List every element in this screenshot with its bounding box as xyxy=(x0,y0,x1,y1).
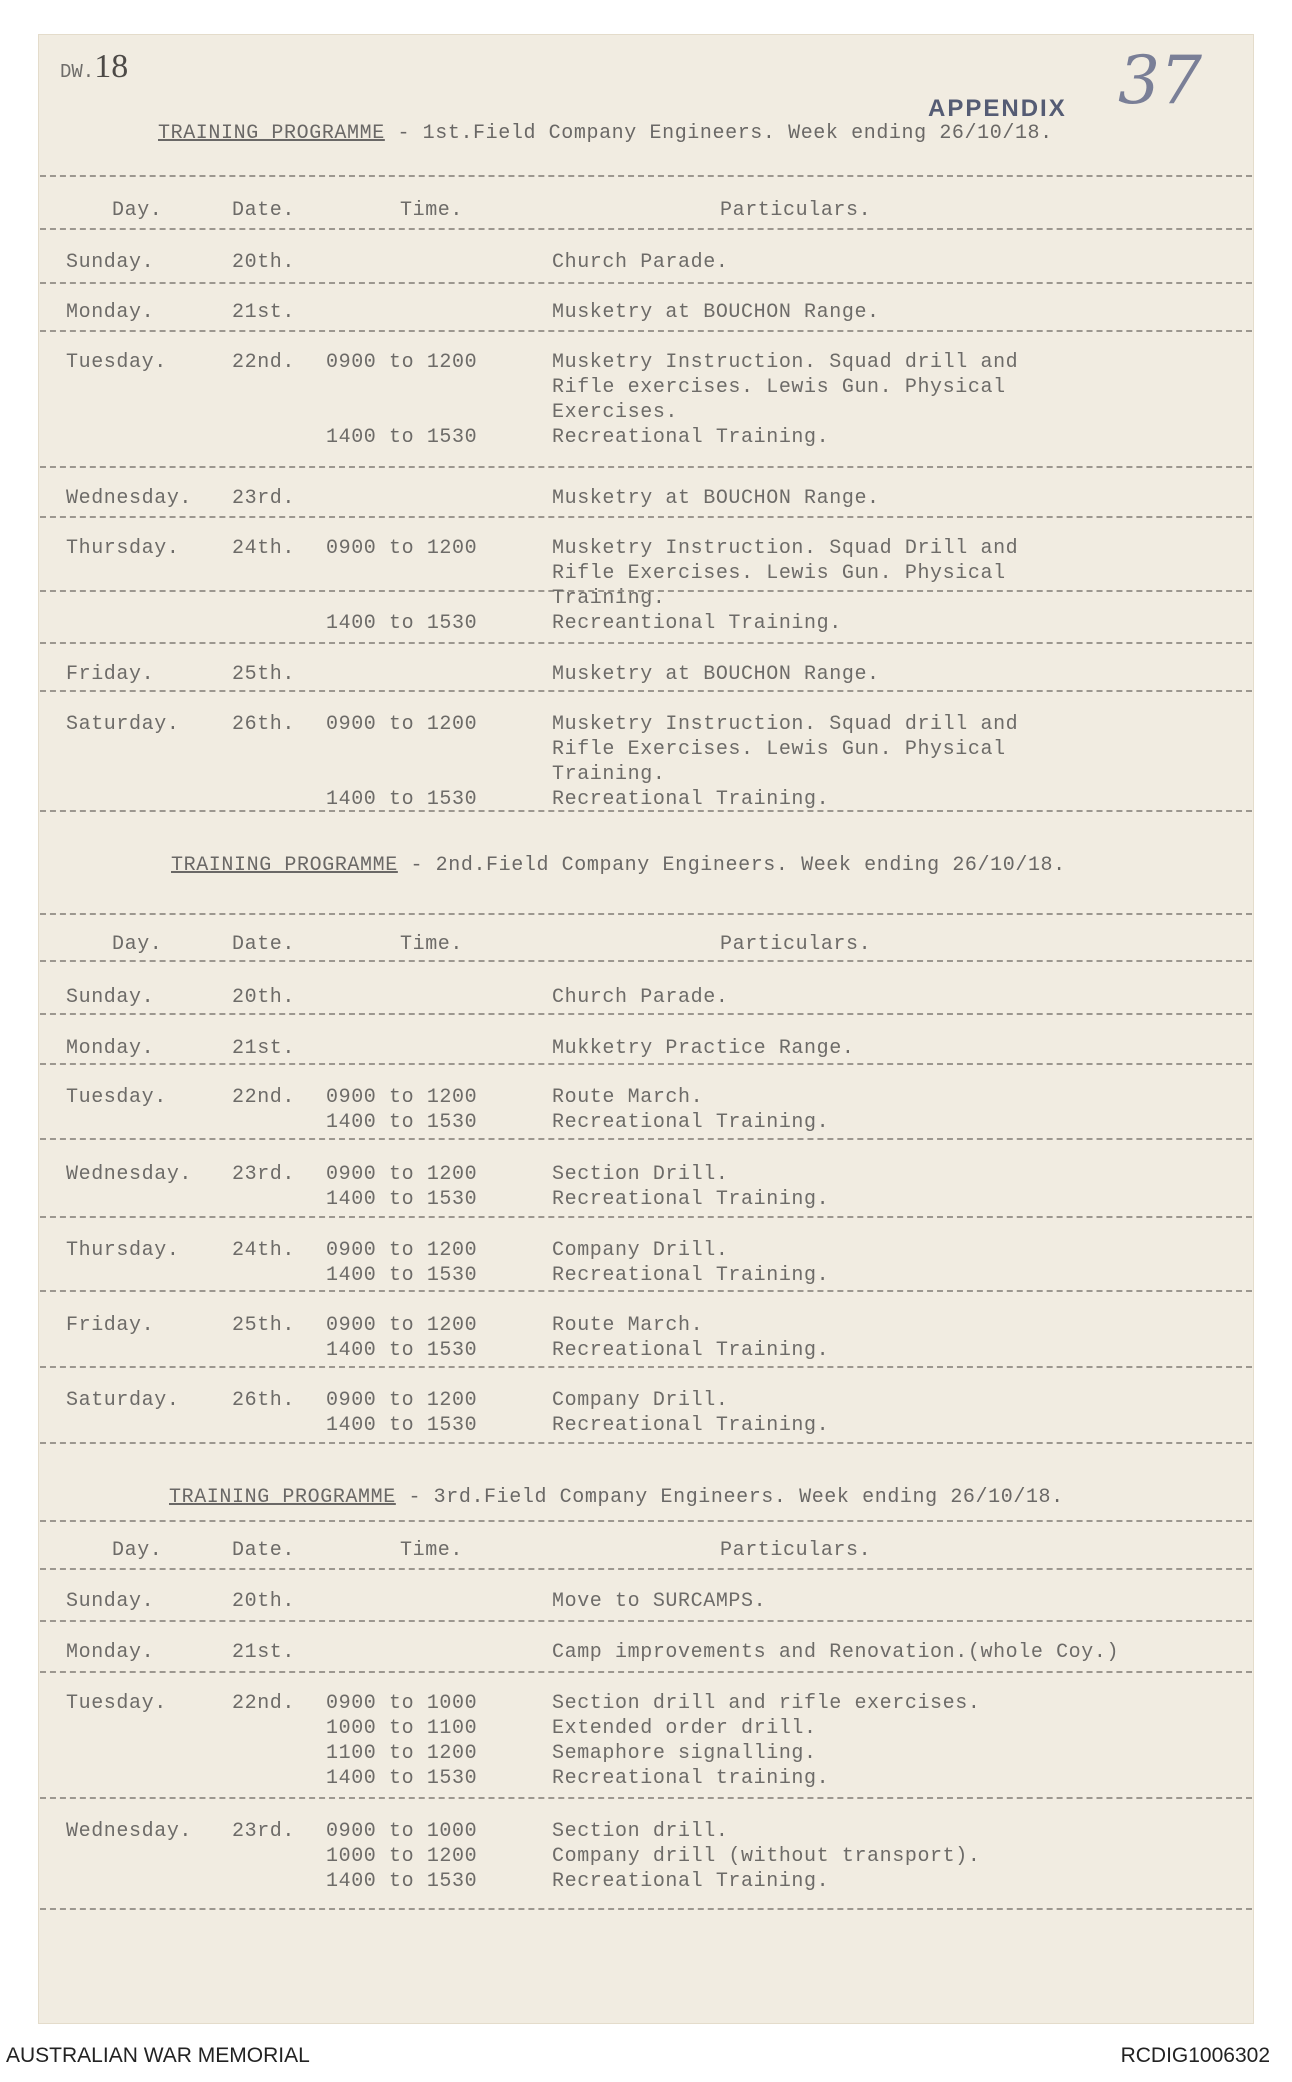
file-ref-number: 18 xyxy=(94,48,129,85)
dashed-rule xyxy=(40,228,1252,230)
row-date: 20th. xyxy=(232,1590,296,1613)
row-time: 0900 to 1200 xyxy=(326,1389,478,1412)
row-time: 0900 to 1200 xyxy=(326,351,478,374)
table-title-unit: - 1st.Field Company Engineers. Week ending 26/10/18. xyxy=(384,122,1053,145)
row-time: 0900 to 1000 xyxy=(326,1692,478,1715)
row-time: 1400 to 1530 xyxy=(326,1767,478,1790)
header-time: Time. xyxy=(400,933,464,956)
row-time: 0900 to 1200 xyxy=(326,713,478,736)
row-date: 20th. xyxy=(232,986,296,1009)
dashed-rule xyxy=(40,516,1252,518)
row-day: Wednesday. xyxy=(66,1163,193,1186)
row-particulars: Move to SURCAMPS. xyxy=(552,1590,767,1613)
row-time: 1400 to 1530 xyxy=(326,1111,478,1134)
row-particulars: Rifle Exercises. Lewis Gun. Physical xyxy=(552,562,1006,585)
row-particulars: Recreational Training. xyxy=(552,1188,830,1211)
row-particulars: Musketry Instruction. Squad Drill and xyxy=(552,537,1019,560)
table-title-unit: - 2nd.Field Company Engineers. Week ending 26/10/18. xyxy=(397,854,1066,877)
row-particulars: Semaphore signalling. xyxy=(552,1742,817,1765)
row-time: 1400 to 1530 xyxy=(326,1870,478,1893)
row-date: 23rd. xyxy=(232,487,296,510)
row-day: Monday. xyxy=(66,1037,155,1060)
dashed-rule xyxy=(40,1063,1252,1065)
row-date: 26th. xyxy=(232,1389,296,1412)
table-title-unit: - 3rd.Field Company Engineers. Week ending 26/10/18. xyxy=(395,1486,1064,1509)
row-particulars: Route March. xyxy=(552,1086,704,1109)
row-date: 22nd. xyxy=(232,1692,296,1715)
row-date: 23rd. xyxy=(232,1163,296,1186)
row-particulars: Musketry at BOUCHON Range. xyxy=(552,487,880,510)
row-time: 1400 to 1530 xyxy=(326,1188,478,1211)
row-date: 22nd. xyxy=(232,1086,296,1109)
row-particulars: Section drill and rifle exercises. xyxy=(552,1692,981,1715)
dashed-rule xyxy=(40,1216,1252,1218)
dashed-rule xyxy=(40,1568,1252,1570)
table-title-programme: TRAINING PROGRAMME xyxy=(171,854,398,877)
row-day: Sunday. xyxy=(66,986,155,1009)
row-particulars: Company Drill. xyxy=(552,1239,729,1262)
row-day: Thursday. xyxy=(66,1239,180,1262)
header-date: Date. xyxy=(232,933,296,956)
footer-item-id: RCDIG1006302 xyxy=(1120,2044,1270,2067)
file-ref-prefix: DW. xyxy=(60,61,95,83)
row-date: 25th. xyxy=(232,1314,296,1337)
row-particulars: Recreational training. xyxy=(552,1767,830,1790)
dashed-rule xyxy=(40,466,1252,468)
row-time: 1400 to 1530 xyxy=(326,788,478,811)
row-date: 24th. xyxy=(232,537,296,560)
dashed-rule xyxy=(40,690,1252,692)
dashed-rule xyxy=(40,175,1252,177)
header-day: Day. xyxy=(112,933,163,956)
row-time: 0900 to 1200 xyxy=(326,1086,478,1109)
row-day: Friday. xyxy=(66,663,155,686)
row-particulars: Recreational Training. xyxy=(552,1111,830,1134)
row-date: 21st. xyxy=(232,1037,296,1060)
table-title-programme: TRAINING PROGRAMME xyxy=(158,122,385,145)
row-particulars: Section Drill. xyxy=(552,1163,729,1186)
dashed-rule xyxy=(40,1620,1252,1622)
row-particulars: Musketry Instruction. Squad drill and xyxy=(552,351,1019,374)
header-particulars: Particulars. xyxy=(720,199,872,222)
dashed-rule xyxy=(40,1290,1252,1292)
row-time: 1400 to 1530 xyxy=(326,1414,478,1437)
row-day: Friday. xyxy=(66,1314,155,1337)
row-day: Monday. xyxy=(66,301,155,324)
row-day: Wednesday. xyxy=(66,487,193,510)
header-day: Day. xyxy=(112,199,163,222)
row-date: 26th. xyxy=(232,713,296,736)
row-particulars: Rifle exercises. Lewis Gun. Physical xyxy=(552,376,1006,399)
dashed-rule xyxy=(40,1138,1252,1140)
dashed-rule xyxy=(40,642,1252,644)
row-time: 0900 to 1200 xyxy=(326,1314,478,1337)
table-title xyxy=(171,854,1066,877)
row-day: Sunday. xyxy=(66,251,155,274)
row-particulars: Company drill (without transport). xyxy=(552,1845,981,1868)
row-day: Sunday. xyxy=(66,1590,155,1613)
dashed-rule xyxy=(40,1366,1252,1368)
row-particulars: Training. xyxy=(552,587,666,610)
dashed-rule xyxy=(40,330,1252,332)
dashed-rule xyxy=(40,282,1252,284)
header-time: Time. xyxy=(400,199,464,222)
handwritten-appendix-number: 37 xyxy=(1118,42,1202,119)
dashed-rule xyxy=(40,1908,1252,1910)
row-day: Saturday. xyxy=(66,1389,180,1412)
row-day: Tuesday. xyxy=(66,351,167,374)
row-day: Tuesday. xyxy=(66,1692,167,1715)
row-date: 25th. xyxy=(232,663,296,686)
row-time: 0900 to 1200 xyxy=(326,1163,478,1186)
row-day: Monday. xyxy=(66,1641,155,1664)
header-date: Date. xyxy=(232,1539,296,1562)
row-particulars: Recreantional Training. xyxy=(552,612,842,635)
header-particulars: Particulars. xyxy=(720,933,872,956)
row-time: 0900 to 1200 xyxy=(326,1239,478,1262)
dashed-rule xyxy=(40,1797,1252,1799)
row-time: 1000 to 1200 xyxy=(326,1845,478,1868)
row-particulars: Musketry at BOUCHON Range. xyxy=(552,663,880,686)
dashed-rule xyxy=(40,913,1252,915)
row-date: 24th. xyxy=(232,1239,296,1262)
dashed-rule xyxy=(40,1671,1252,1673)
footer-institution: AUSTRALIAN WAR MEMORIAL xyxy=(6,2044,310,2067)
row-particulars: Route March. xyxy=(552,1314,704,1337)
row-particulars: Exercises. xyxy=(552,401,679,424)
row-particulars: Church Parade. xyxy=(552,986,729,1009)
row-particulars: Recreational Training. xyxy=(552,1870,830,1893)
row-particulars: Church Parade. xyxy=(552,251,729,274)
row-time: 0900 to 1200 xyxy=(326,537,478,560)
header-day: Day. xyxy=(112,1539,163,1562)
file-reference xyxy=(60,48,128,86)
row-particulars: Rifle Exercises. Lewis Gun. Physical xyxy=(552,738,1006,761)
dashed-rule xyxy=(40,1013,1252,1015)
row-particulars: Training. xyxy=(552,763,666,786)
row-particulars: Recreational Training. xyxy=(552,1414,830,1437)
row-time: 1400 to 1530 xyxy=(326,1339,478,1362)
header-time: Time. xyxy=(400,1539,464,1562)
dashed-rule xyxy=(40,960,1252,962)
row-particulars: Camp improvements and Renovation.(whole Coy.) xyxy=(552,1641,1120,1664)
table-title-programme: TRAINING PROGRAMME xyxy=(169,1486,396,1509)
row-particulars: Recreational Training. xyxy=(552,1264,830,1287)
row-particulars: Recreational Training. xyxy=(552,788,830,811)
row-particulars: Extended order drill. xyxy=(552,1717,817,1740)
row-time: 1100 to 1200 xyxy=(326,1742,478,1765)
row-date: 23rd. xyxy=(232,1820,296,1843)
row-date: 20th. xyxy=(232,251,296,274)
table-title xyxy=(158,122,1053,145)
row-particulars: Recreational Training. xyxy=(552,1339,830,1362)
header-particulars: Particulars. xyxy=(720,1539,872,1562)
row-day: Thursday. xyxy=(66,537,180,560)
row-time: 1400 to 1530 xyxy=(326,1264,478,1287)
header-date: Date. xyxy=(232,199,296,222)
dashed-rule xyxy=(40,1442,1252,1444)
row-time: 1000 to 1100 xyxy=(326,1717,478,1740)
row-time: 1400 to 1530 xyxy=(326,612,478,635)
row-particulars: Company Drill. xyxy=(552,1389,729,1412)
row-date: 22nd. xyxy=(232,351,296,374)
table-title xyxy=(169,1486,1064,1509)
row-particulars: Musketry Instruction. Squad drill and xyxy=(552,713,1019,736)
row-time: 1400 to 1530 xyxy=(326,426,478,449)
row-particulars: Mukketry Practice Range. xyxy=(552,1037,855,1060)
row-particulars: Section drill. xyxy=(552,1820,729,1843)
row-day: Tuesday. xyxy=(66,1086,167,1109)
row-particulars: Recreational Training. xyxy=(552,426,830,449)
row-particulars: Musketry at BOUCHON Range. xyxy=(552,301,880,324)
row-date: 21st. xyxy=(232,1641,296,1664)
row-time: 0900 to 1000 xyxy=(326,1820,478,1843)
row-day: Saturday. xyxy=(66,713,180,736)
appendix-stamp: APPENDIX xyxy=(928,95,1067,122)
row-date: 21st. xyxy=(232,301,296,324)
row-day: Wednesday. xyxy=(66,1820,193,1843)
dashed-rule xyxy=(40,1520,1252,1522)
